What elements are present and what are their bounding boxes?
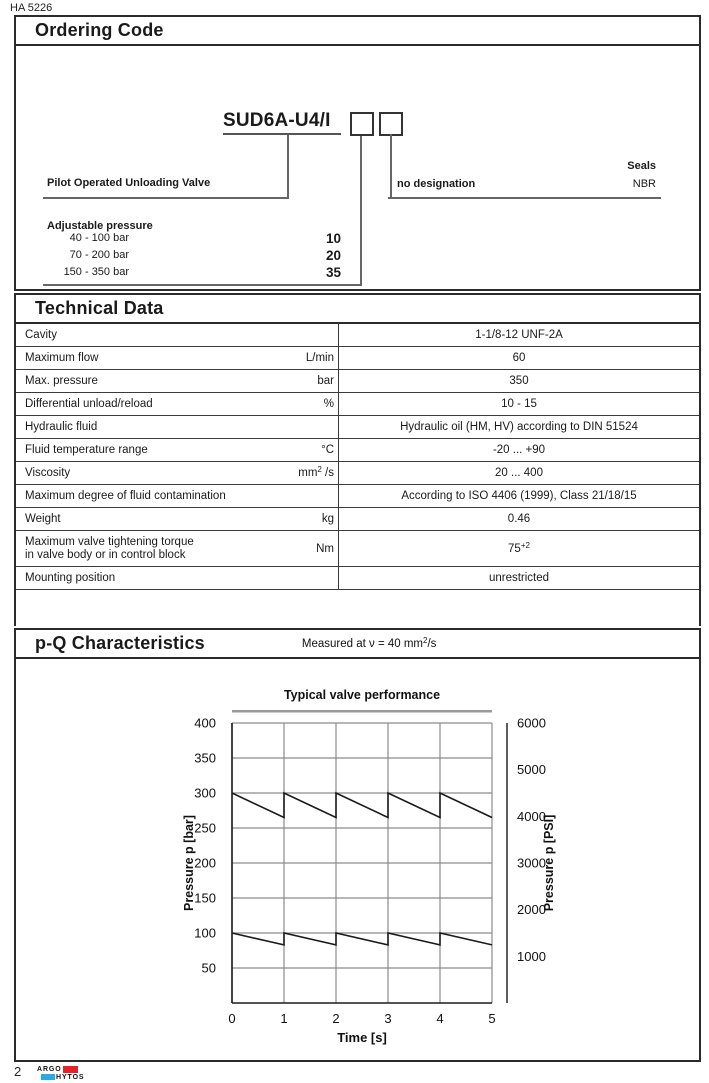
y-tick-left: 350: [194, 750, 216, 766]
y-tick-right: 4000: [517, 808, 546, 824]
ordering-code-title: Ordering Code: [35, 20, 164, 40]
row-label: [25, 444, 148, 457]
row-value-cell: [338, 508, 699, 530]
x-tick: 1: [280, 1011, 288, 1026]
row-left-cell: [16, 324, 338, 346]
technical-data-table: [16, 324, 699, 590]
connector-line: [360, 136, 362, 286]
document-code: HA 5226: [10, 2, 53, 14]
table-row: [16, 347, 699, 370]
pressure-code-box: [350, 112, 374, 136]
y-tick-left: 150: [194, 890, 216, 906]
pq-chart: [0, 628, 709, 1062]
row-unit: bar: [317, 375, 334, 387]
row-unit: Nm: [316, 542, 334, 555]
y-tick-left: 50: [201, 960, 216, 976]
row-value-cell: [338, 462, 699, 484]
row-label: [25, 572, 115, 585]
ordering-code-header: [16, 17, 699, 46]
row-value: -20 ... +90: [492, 444, 546, 456]
y-axis-label-right: Pressure p [PSI]: [542, 814, 556, 912]
row-left-cell: [16, 531, 338, 566]
row-left-cell: [16, 416, 338, 438]
row-value-cell: [338, 567, 699, 589]
pressure-code: 35: [325, 265, 341, 280]
unit-sup: 2: [317, 465, 322, 474]
row-value: 0.46: [507, 513, 531, 525]
argo-hytos-logo: [37, 1066, 89, 1081]
pressure-option: [47, 249, 341, 266]
row-left-cell: [16, 567, 338, 589]
x-tick: 2: [332, 1011, 340, 1026]
logo-blue-block: [41, 1074, 55, 1081]
pressure-code: 10: [325, 231, 341, 246]
y-tick-left: 100: [194, 925, 216, 941]
x-axis-label: Time [s]: [337, 1030, 387, 1045]
row-left-cell: [16, 370, 338, 392]
y-tick-right: 6000: [517, 715, 546, 731]
adjustable-pressure-title: Adjustable pressure: [47, 220, 153, 232]
row-label: [25, 467, 70, 480]
row-left-cell: [16, 508, 338, 530]
table-row: [16, 485, 699, 508]
pq-title: p-Q Characteristics: [35, 633, 205, 653]
y-tick-left: 200: [194, 855, 216, 871]
row-label: [25, 490, 226, 503]
technical-data-title: Technical Data: [35, 298, 164, 318]
row-label-line: Maximum valve tightening torque: [25, 535, 194, 548]
y-tick-right: 1000: [517, 948, 546, 964]
row-unit: kg: [321, 513, 334, 525]
row-value-cell: [338, 439, 699, 461]
row-unit: [298, 467, 334, 479]
logo-text-argo: ARGO: [37, 1066, 62, 1073]
row-left-cell: [16, 462, 338, 484]
row-label: [25, 536, 194, 562]
table-row: [16, 324, 699, 347]
value-sup: +2: [520, 540, 530, 550]
row-value-cell: [338, 485, 699, 507]
connector-line: [388, 197, 661, 199]
pressure-code: 20: [325, 248, 341, 263]
row-value-cell: [338, 531, 699, 566]
row-unit: L/min: [305, 352, 334, 364]
row-label: [25, 513, 61, 526]
row-label: [25, 421, 97, 434]
connector-line: [390, 134, 392, 199]
y-tick-left: 300: [194, 785, 216, 801]
row-value: 60: [512, 352, 526, 364]
chart-title: Typical valve performance: [283, 688, 441, 702]
ordering-code-section: [14, 15, 701, 291]
row-value-cell: [338, 370, 699, 392]
row-left-cell: [16, 393, 338, 415]
row-unit: %: [323, 398, 334, 410]
row-label-line: Mounting position: [25, 571, 116, 584]
pressure-options-list: [47, 232, 341, 283]
y-tick-right: 5000: [517, 762, 546, 778]
logo-row-bottom: [37, 1074, 89, 1081]
unit-pre: mm: [298, 467, 318, 479]
row-label-line: Cavity: [25, 328, 57, 341]
row-value: 20 ... 400: [495, 467, 543, 479]
y-tick-right: 3000: [517, 855, 546, 871]
row-value: Hydraulic oil (HM, HV) according to DIN 51524: [400, 421, 638, 433]
x-tick: 4: [436, 1011, 444, 1026]
x-tick: 0: [228, 1011, 236, 1026]
unit-post: /s: [321, 467, 334, 479]
table-row: [16, 370, 699, 393]
row-label-line: Hydraulic fluid: [25, 420, 98, 433]
row-label: [25, 352, 98, 365]
logo-red-block: [63, 1066, 78, 1073]
series-lower-pressure-sawtooth: [232, 933, 492, 945]
row-value: According to ISO 4406 (1999), Class 21/18/15: [401, 490, 637, 502]
table-row: [16, 393, 699, 416]
row-label-line: Maximum flow: [25, 351, 99, 364]
row-value-cell: [338, 324, 699, 346]
row-value-cell: [338, 347, 699, 369]
table-row: [16, 567, 699, 590]
series-upper-pressure-sawtooth: [232, 793, 492, 818]
pressure-option: [47, 232, 341, 249]
row-label: [25, 398, 153, 411]
pressure-option: [47, 266, 341, 283]
measured-at-note: Measured at ν = 40 $mm^2/s$: [301, 635, 437, 650]
row-value-cell: [338, 393, 699, 415]
row-label-line: Fluid temperature range: [25, 443, 148, 456]
row-left-cell: [16, 485, 338, 507]
row-label: [25, 375, 98, 388]
ordering-diagram: [16, 46, 699, 287]
x-tick: 3: [384, 1011, 392, 1026]
pressure-range: 150 - 350 bar: [63, 266, 129, 278]
row-label-line: Maximum degree of fluid contamination: [25, 489, 226, 502]
pressure-range: 70 - 200 bar: [69, 249, 129, 261]
code-underline: [223, 133, 341, 135]
valve-type-label: Pilot Operated Unloading Valve: [47, 177, 211, 189]
table-row: [16, 508, 699, 531]
ordering-code-value: SUD6A-U4/I: [223, 110, 331, 131]
pressure-range: 40 - 100 bar: [69, 232, 129, 244]
connector-line: [287, 135, 289, 199]
table-row: [16, 439, 699, 462]
row-value: $75^{+2}$: [508, 540, 530, 555]
row-value: 1-1/8-12 UNF-2A: [475, 329, 563, 341]
y-tick-left: 250: [194, 820, 216, 836]
seals-code-box: [379, 112, 403, 136]
row-value-cell: [338, 416, 699, 438]
title-underline: [232, 710, 492, 713]
row-label: [25, 329, 57, 342]
row-unit: °C: [321, 444, 334, 456]
row-value: 350: [509, 375, 529, 387]
y-axis-label-left: Pressure p [bar]: [182, 815, 196, 911]
row-label-line: Viscosity: [25, 466, 71, 479]
logo-row-top: [37, 1066, 89, 1073]
x-tick: 5: [488, 1011, 496, 1026]
row-label-line: Max. pressure: [25, 374, 98, 387]
page-number: 2: [14, 1064, 22, 1079]
seals-title: Seals: [627, 160, 656, 172]
nu-symbol: ν: [369, 637, 375, 650]
row-label-line: in valve body or in control block: [25, 548, 186, 561]
table-row: [16, 462, 699, 485]
connector-line: [43, 197, 289, 199]
row-label-line: Weight: [25, 512, 61, 525]
y-tick-right: 2000: [517, 902, 546, 918]
technical-data-section: [14, 293, 701, 626]
row-left-cell: [16, 347, 338, 369]
row-value: 10 - 15: [501, 398, 537, 410]
row-left-cell: [16, 439, 338, 461]
seals-value: NBR: [632, 178, 656, 190]
table-row: [16, 531, 699, 567]
row-label-line: Differential unload/reload: [25, 397, 153, 410]
table-row: [16, 416, 699, 439]
technical-data-header: [16, 295, 699, 324]
y-tick-left: 400: [194, 715, 216, 731]
row-value: unrestricted: [488, 572, 550, 584]
seals-designation: no designation: [397, 178, 476, 190]
connector-line: [43, 284, 362, 286]
logo-text-hytos: HYTOS: [56, 1073, 85, 1081]
